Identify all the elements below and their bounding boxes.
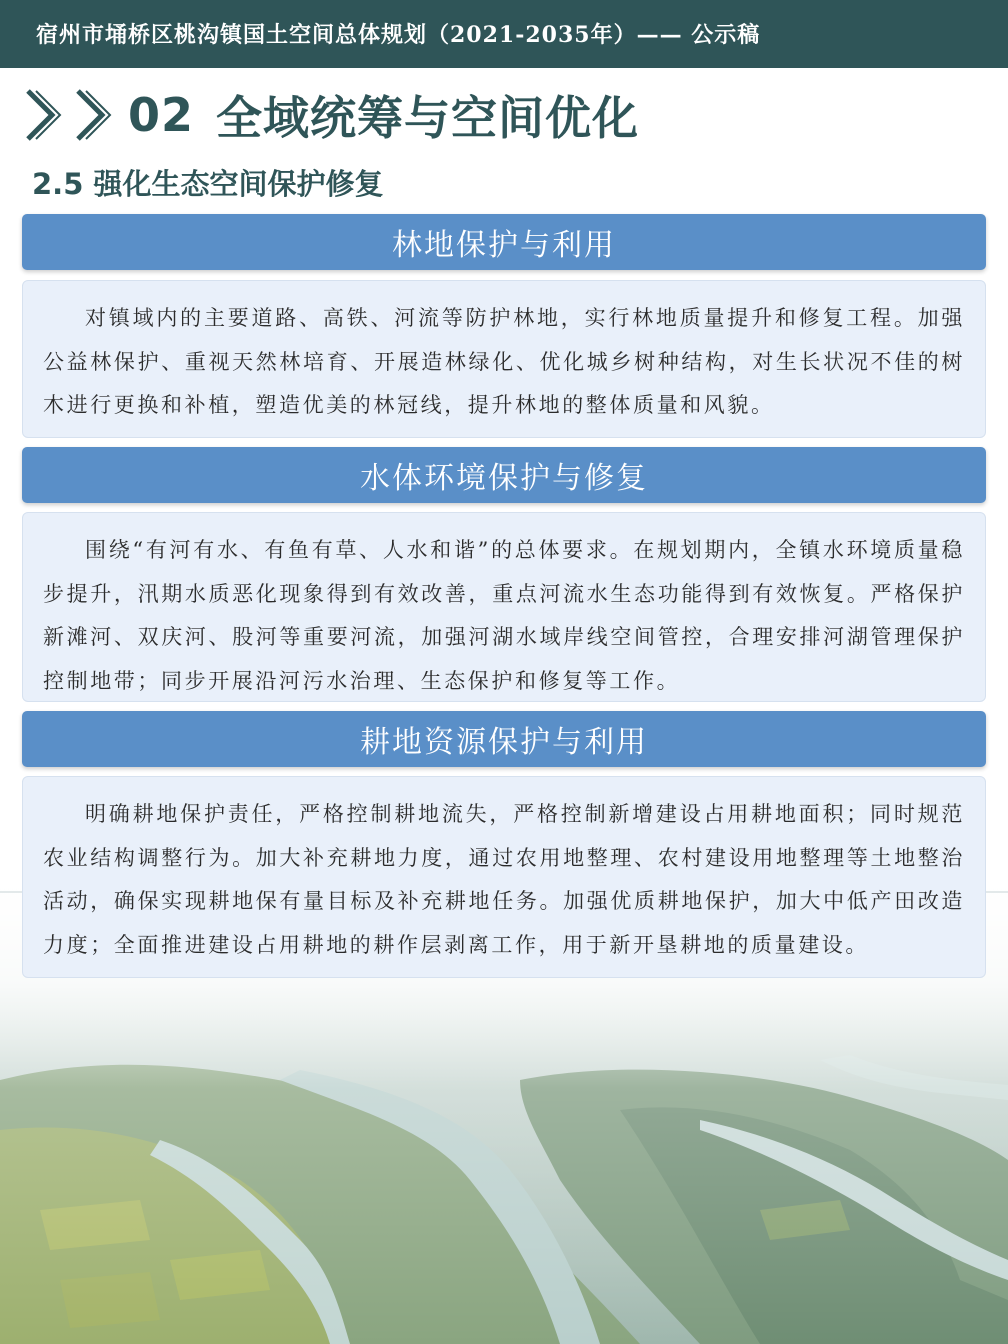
block-heading: 水体环境保护与修复 <box>360 461 648 496</box>
chapter-heading <box>22 84 639 146</box>
block-body-farmland <box>22 776 986 978</box>
block-heading: 耕地资源保护与利用 <box>360 725 648 760</box>
document-title: 宿州市埇桥区桃沟镇国土空间总体规划（2021-2035年）—— 公示稿 <box>36 22 761 48</box>
section-title: 2.5 强化生态空间保护修复 <box>32 167 384 201</box>
chevron-right-icon <box>22 87 68 143</box>
block-body-forest <box>22 280 986 438</box>
block-paragraph: 围绕“有河有水、有鱼有草、人水和谐”的总体要求。在规划期内，全镇水环境质量稳步提升，汛期水质恶化现象得到有效改善，重点河流水生态功能得到有效恢复。严格保护新滩河、双庆河、股河等重要河流，加强河湖水域岸线空间管控，合理安排河湖管理保护控制地带；同步开展沿河污水治理、生态保护和修复等工作。 <box>43 538 965 693</box>
block-paragraph: 对镇域内的主要道路、高铁、河流等防护林地，实行林地质量提升和修复工程。加强公益林保护、重视天然林培育、开展造林绿化、优化城乡树种结构，对生长状况不佳的树木进行更换和补植，塑造优美的林冠线，提升林地的整体质量和风貌。 <box>43 306 965 417</box>
header-bar <box>0 0 1008 68</box>
block-paragraph: 明确耕地保护责任，严格控制耕地流失，严格控制新增建设占用耕地面积；同时规范农业结构调整行为。加大补充耕地力度，通过农用地整理、农村建设用地整理等土地整治活动，确保实现耕地保有量目标及补充耕地任务。加强优质耕地保护，加大中低产田改造力度；全面推进建设占用耕地的耕作层剥离工作，用于新开垦耕地的质量建设。 <box>43 802 965 957</box>
block-heading: 林地保护与利用 <box>392 228 616 263</box>
chevron-right-icon <box>72 87 118 143</box>
chapter-number: 02 <box>128 88 195 142</box>
block-header-water <box>22 447 986 503</box>
block-body-water <box>22 512 986 702</box>
block-header-forest <box>22 214 986 270</box>
chapter-title: 全域统筹与空间优化 <box>216 91 640 145</box>
block-header-farmland <box>22 711 986 767</box>
